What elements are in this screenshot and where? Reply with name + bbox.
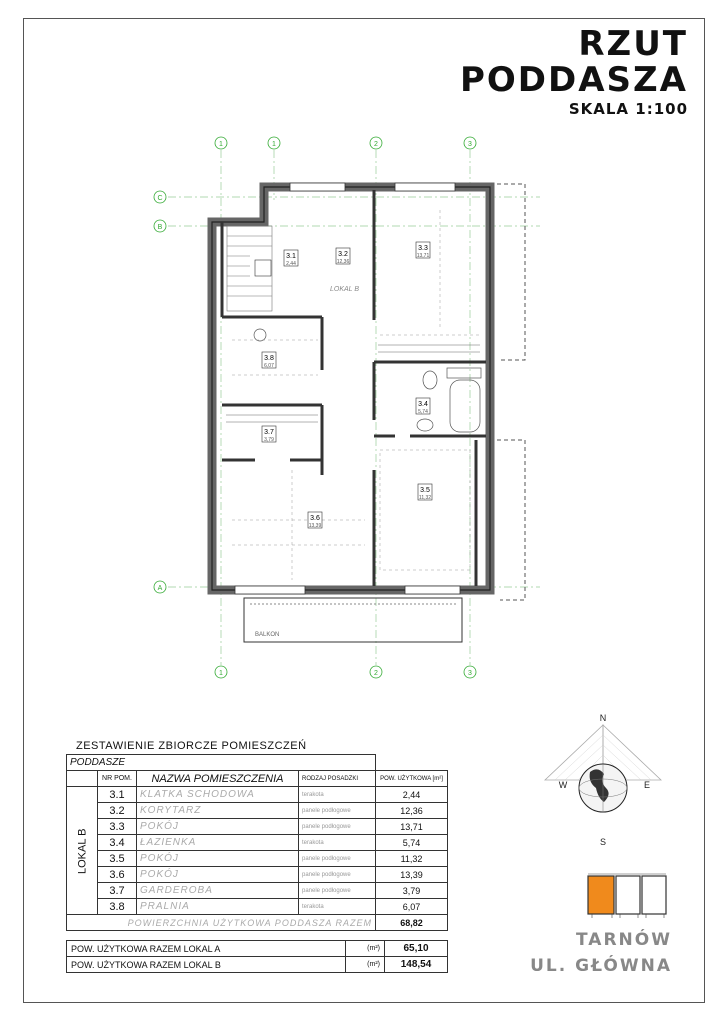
- total-row: [67, 941, 448, 957]
- room-number: 3.4: [418, 401, 428, 408]
- room-name: POKÓJ: [137, 851, 299, 867]
- total-label: POW. UŻYTKOWA RAZEM LOKAL B: [67, 957, 346, 973]
- axis-label: 1: [219, 141, 223, 148]
- compass-icon: [545, 725, 661, 812]
- sum-row: [67, 915, 448, 931]
- axis-label: 1: [272, 141, 276, 148]
- floor-type: terakota: [299, 899, 376, 915]
- room-area: 2,44: [286, 261, 296, 267]
- axis-label: 2: [374, 141, 378, 148]
- room-area: 11,32: [376, 851, 448, 867]
- room-tag: [284, 250, 298, 267]
- table-row: [67, 803, 448, 819]
- compass-east: E: [643, 780, 651, 790]
- city-label: TARNÓW: [576, 930, 672, 950]
- room-number: 3.6: [310, 515, 320, 522]
- axis-label: C: [157, 195, 163, 202]
- room-area: 11,32: [418, 495, 432, 501]
- room-nr: 3.6: [98, 867, 137, 883]
- section-header: PODDASZE: [67, 755, 376, 771]
- axis-label: 3: [468, 141, 472, 148]
- compass-west: W: [558, 780, 568, 790]
- room-tag: [336, 248, 350, 265]
- axis-label: 3: [468, 670, 472, 677]
- room-name: GARDEROBA: [137, 883, 299, 899]
- axis-label: A: [157, 585, 163, 592]
- room-name: PRALNIA: [137, 899, 299, 915]
- table-row: [67, 787, 448, 803]
- room-number: 3.1: [286, 253, 296, 260]
- compass-north: N: [599, 713, 607, 723]
- room-area: 12,36: [376, 803, 448, 819]
- room-name: KORYTARZ: [137, 803, 299, 819]
- table-row: [67, 867, 448, 883]
- total-value: 148,54: [385, 957, 448, 973]
- room-name: POKÓJ: [137, 819, 299, 835]
- room-area: 6,07: [376, 899, 448, 915]
- sum-label: POWIERZCHNIA UŻYTKOWA PODDASZA RAZEM: [67, 915, 376, 931]
- total-label: POW. UŻYTKOWA RAZEM LOKAL A: [67, 941, 346, 957]
- room-area: 13,71: [376, 819, 448, 835]
- room-area: 6,07: [264, 363, 274, 369]
- room-area: 12,36: [336, 259, 350, 265]
- floor-type: panele podłogowe: [299, 883, 376, 899]
- axis-label: 2: [374, 670, 378, 677]
- room-number: 3.7: [264, 429, 274, 436]
- room-area: 5,74: [418, 409, 428, 415]
- table-row: [67, 835, 448, 851]
- room-area: 3,79: [264, 437, 274, 443]
- room-nr: 3.8: [98, 899, 137, 915]
- room-tag: [308, 512, 322, 529]
- room-area: 3,79: [376, 883, 448, 899]
- title-line-1: RZUT: [578, 24, 688, 64]
- room-name: KLATKA SCHODOWA: [137, 787, 299, 803]
- floor-type: terakota: [299, 835, 376, 851]
- table-row: [67, 851, 448, 867]
- room-nr: 3.3: [98, 819, 137, 835]
- total-unit: (m²): [346, 957, 385, 973]
- room-nr: 3.4: [98, 835, 137, 851]
- room-number: 3.8: [264, 355, 274, 362]
- rooms-table: [66, 754, 448, 931]
- room-number: 3.3: [418, 245, 428, 252]
- table-row: [67, 819, 448, 835]
- table-title: ZESTAWIENIE ZBIORCZE POMIESZCZEŃ: [76, 740, 307, 752]
- room-area: 13,71: [416, 253, 430, 259]
- scale-label: SKALA 1:100: [568, 100, 688, 118]
- room-nr: 3.7: [98, 883, 137, 899]
- room-area: 5,74: [376, 835, 448, 851]
- col-nr-header: NR POM.: [98, 771, 137, 787]
- room-tag: [416, 398, 430, 415]
- room-tag: [262, 426, 276, 443]
- room-area: 13,39: [376, 867, 448, 883]
- total-unit: (m²): [346, 941, 385, 957]
- room-area: 2,44: [376, 787, 448, 803]
- floor-type: terakota: [299, 787, 376, 803]
- key-plan: [588, 874, 666, 918]
- sum-value: 68,82: [376, 915, 448, 931]
- compass-south: S: [599, 837, 607, 847]
- floor-type: panele podłogowe: [299, 819, 376, 835]
- axis-label: B: [157, 224, 163, 231]
- total-value: 65,10: [385, 941, 448, 957]
- col-type-header: RODZAJ POSADZKI: [299, 771, 376, 787]
- col-area-header: POW. UŻYTKOWA [m²]: [376, 771, 448, 787]
- room-area: 13,39: [308, 523, 322, 529]
- unit-label: LOKAL B: [330, 286, 360, 293]
- room-tag: [416, 242, 430, 259]
- floor-type: panele podłogowe: [299, 867, 376, 883]
- room-number: 3.5: [420, 487, 430, 494]
- balcony-label: BALKON: [255, 632, 280, 638]
- room-name: ŁAZIENKA: [137, 835, 299, 851]
- room-nr: 3.2: [98, 803, 137, 819]
- table-row: [67, 899, 448, 915]
- axis-label: 1: [219, 670, 223, 677]
- floor-type: panele podłogowe: [299, 803, 376, 819]
- totals-table: [66, 940, 448, 973]
- col-name-header: NAZWA POMIESZCZENIA: [137, 771, 299, 787]
- room-name: POKÓJ: [137, 867, 299, 883]
- street-label: UL. GŁÓWNA: [530, 956, 672, 976]
- room-nr: 3.5: [98, 851, 137, 867]
- room-nr: 3.1: [98, 787, 137, 803]
- room-number: 3.2: [338, 251, 348, 258]
- title-line-2: PODDASZA: [459, 60, 688, 100]
- room-tag: [418, 484, 432, 501]
- floor-type: panele podłogowe: [299, 851, 376, 867]
- room-tag: [262, 352, 276, 369]
- lokal-label: LOKAL B: [67, 787, 98, 915]
- table-row: [67, 883, 448, 899]
- total-row: [67, 957, 448, 973]
